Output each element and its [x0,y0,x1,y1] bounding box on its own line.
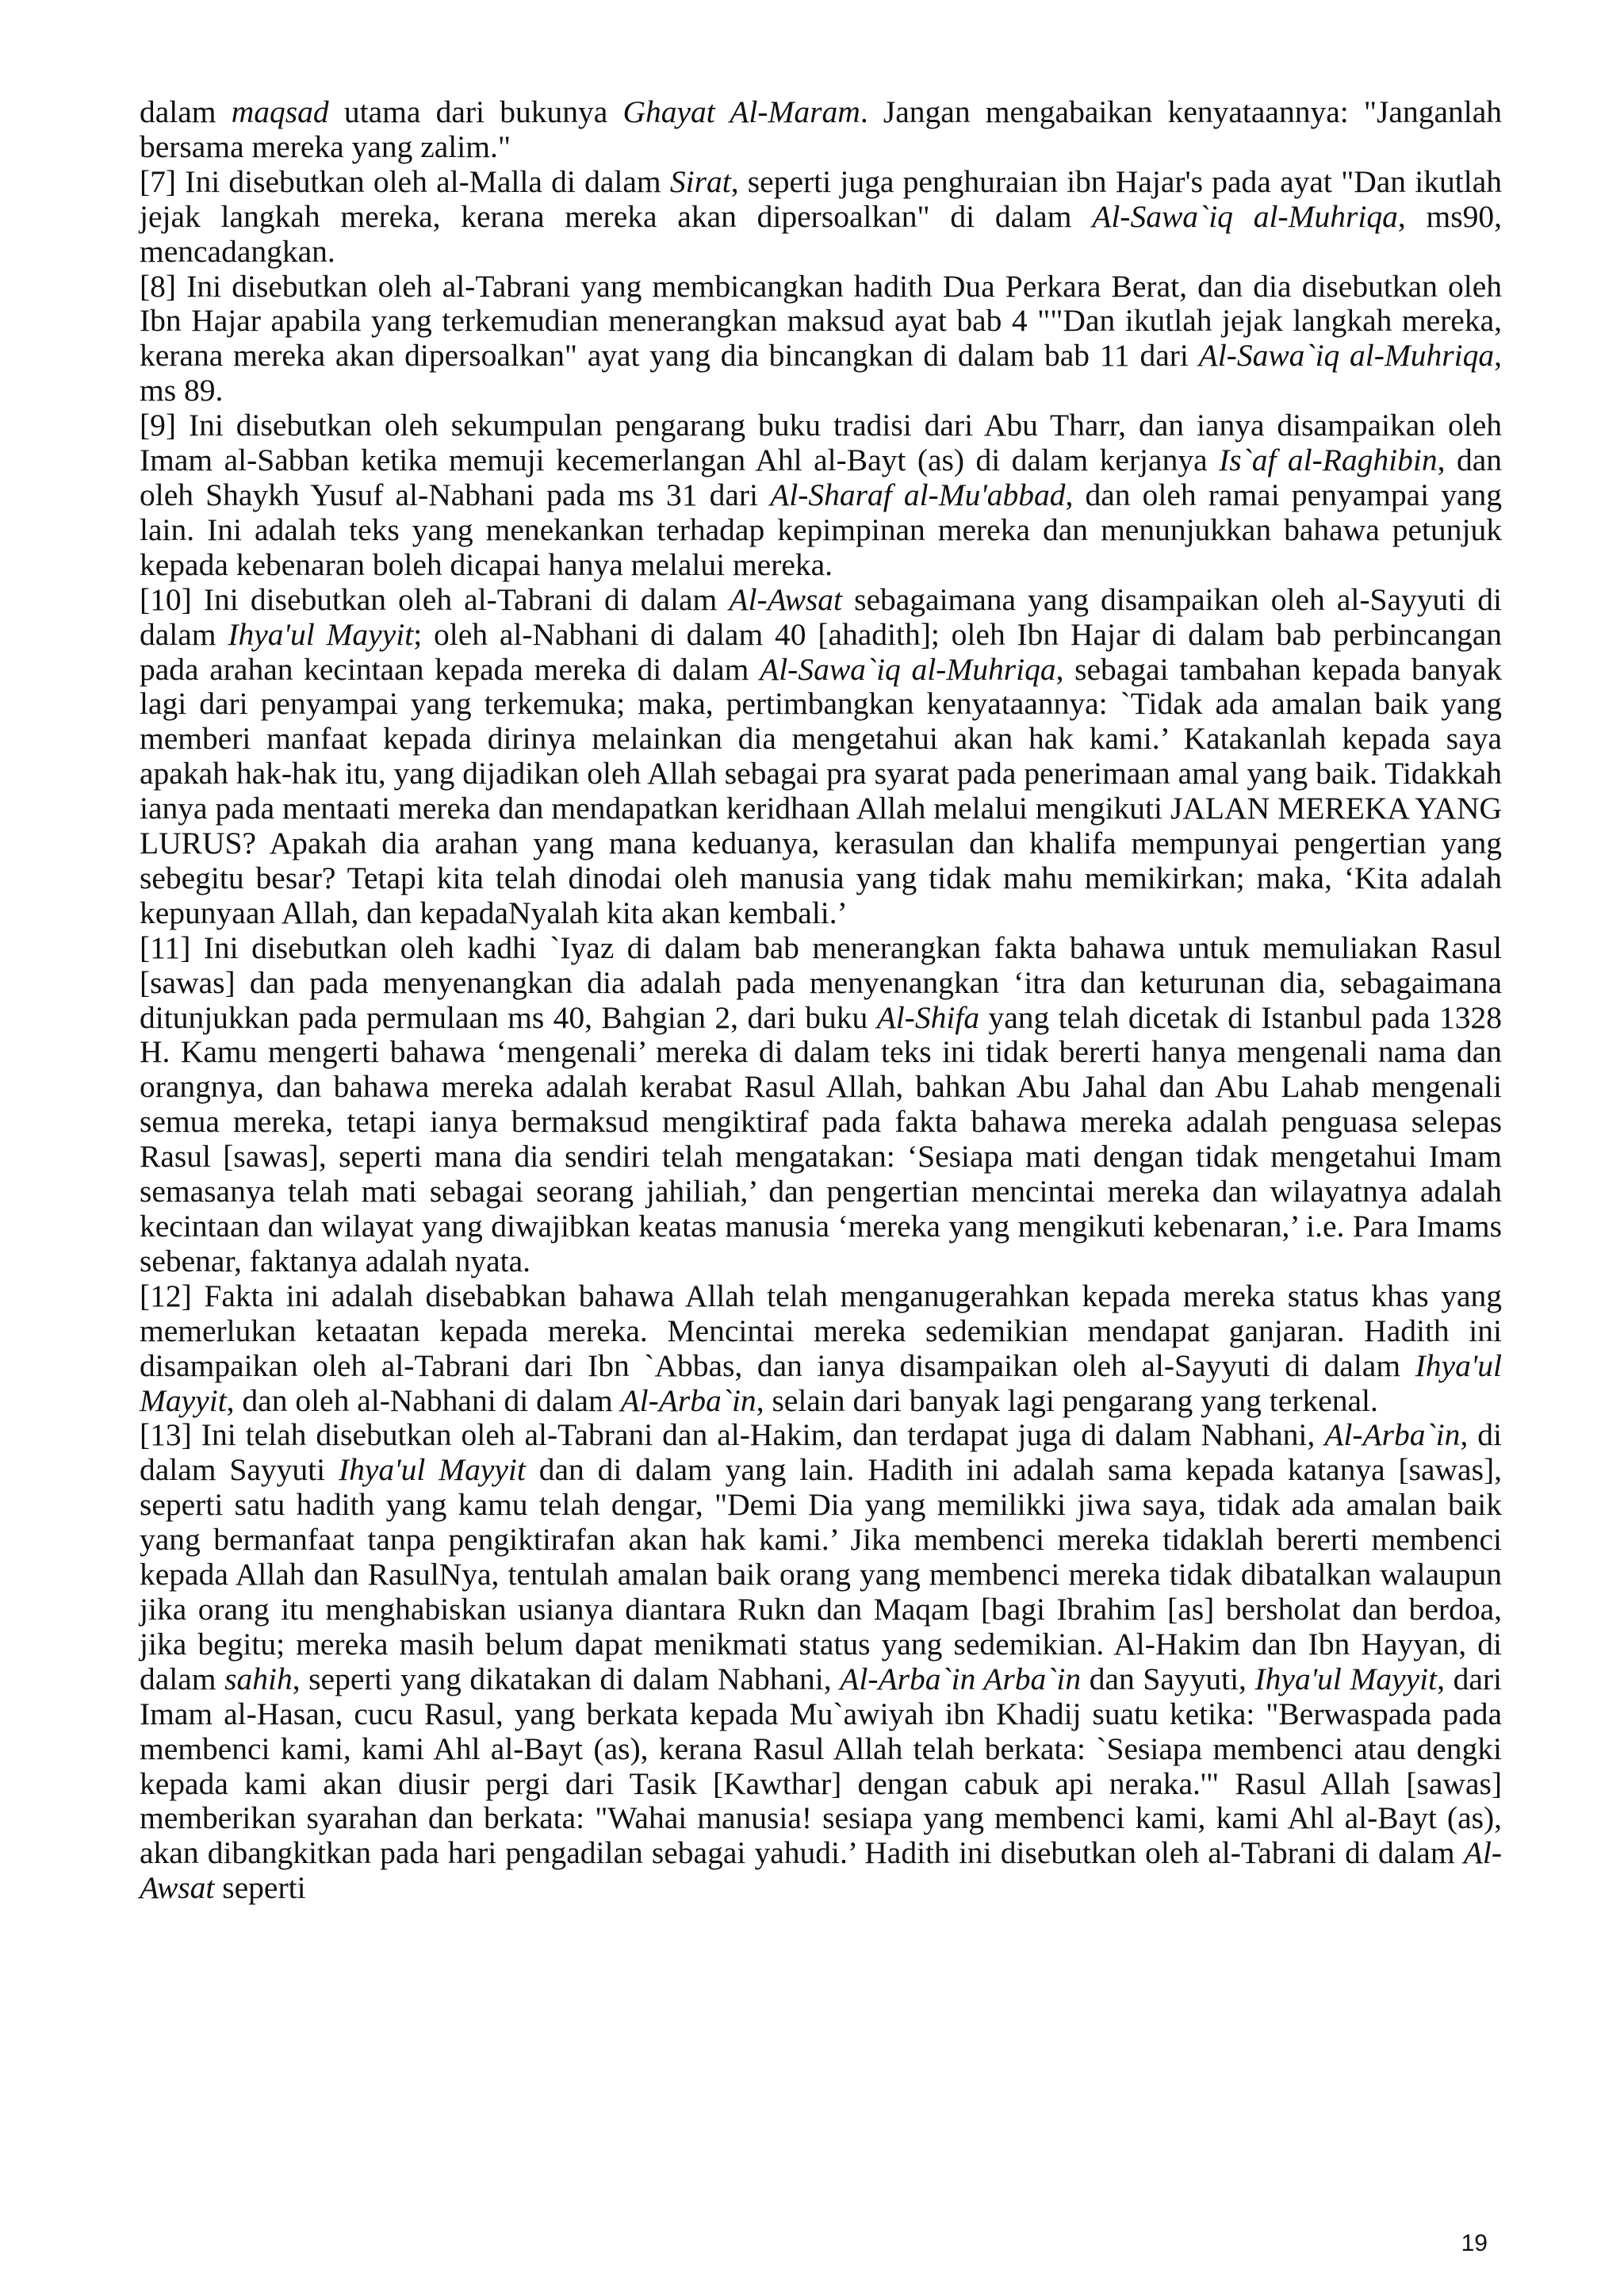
footnote-8 [140,270,1502,409]
book-title-italic: Al-Sawa`iq al-Muhriqa [760,651,1056,687]
note-text: , dan oleh al-Nabhani di dalam [226,1382,621,1418]
note-text: , seperti yang dikatakan di dalam Nabhani, [292,1661,841,1696]
note-text: [10] Ini disebutkan oleh al-Tabrani di dalam [140,581,730,617]
book-title-italic: Al-Awsat [140,1835,1502,1906]
footnote-10 [140,583,1502,931]
book-title-italic: Al-Arba`in Arba`in [840,1661,1082,1696]
note-text: [11] Ini disebutkan oleh kadhi `Iyaz di dalam bab menerangkan fakta bahawa untuk memuliakan Rasul [sawas] dan pada menyenangkan dia adalah pada menyenangkan ‘itra dan keturunan dia, sebagaimana ditunjukkan pada permulaan ms 40, Bahgian 2, dari buku [140,930,1502,1035]
note-text: dalam [140,94,232,129]
book-title-italic: Al-Arba`in [1324,1417,1461,1453]
note-text: , seperti juga penghuraian ibn Hajar's pada ayat "Dan ikutlah jejak langkah mereka, kerana mereka akan dipersoalkan" di dalam [140,163,1502,234]
book-title-italic: maqsad [231,94,329,129]
note-text: yang telah dicetak di Istanbul pada 1328 H. Kamu mengerti bahawa ‘mengenali’ mereka di dalam teks ini tidak bererti hanya mengenali nama dan orangnya, dan bahawa mereka adalah kerabat Rasul Allah, bahkan Abu Jahal dan Abu Lahab mengenali semua mereka, tetapi ianya bermaksud mengiktiraf pada fakta bahawa mereka adalah penguasa selepas Rasul [sawas], seperti mana dia sendiri telah mengatakan: ‘Sesiapa mati dengan tidak mengetahui Imam semasanya telah mati sebagai seorang jahiliah,’ dan pengertian mencintai mereka dan wilayatnya adalah kecintaan dan wilayat yang diwajibkan keatas manusia ‘mereka yang mengikuti kebenaran,’ i.e. Para Imams sebenar, faktanya adalah nyata. [140,999,1503,1278]
page-number: 19 [1461,2230,1488,2256]
note-text: seperti [214,1870,306,1906]
footnote-11 [140,931,1502,1279]
document-body [140,95,1502,1906]
book-title-italic: Ihya'ul Mayyit [140,1347,1502,1418]
book-title-italic: Ihya'ul Mayyit [228,616,414,652]
book-title-italic: Ihya'ul Mayyit [1254,1661,1438,1696]
book-title-italic: Al-Arba`in [620,1382,756,1418]
footnote-13 [140,1418,1502,1906]
note-text: [12] Fakta ini adalah disebabkan bahawa Allah telah menganugerahkan kepada mereka status khas yang memerlukan ketaatan kepada mereka. Mencintai mereka sedemikian mendapat ganjaran. Hadith ini disampaikan oleh al-Tabrani dari Ibn `Abbas, dan ianya disampaikan oleh al-Sayyuti di dalam [140,1278,1502,1383]
book-title-italic: Al-Sharaf al-Mu'abbad [770,477,1066,512]
note-text: , selain dari banyak lagi pengarang yang terkenal. [756,1382,1378,1418]
note-text: ; oleh al-Nabhani di dalam 40 [ahadith]; oleh Ibn Hajar di dalam bab perbincangan pada arahan kecintaan kepada mereka di dalam [140,616,1503,687]
footnote-12 [140,1279,1502,1419]
note-text: [9] Ini disebutkan oleh sekumpulan pengarang buku tradisi dari Abu Tharr, dan ianya disampaikan oleh Imam al-Sabban ketika memuji kecemerlangan Ahl al-Bayt (as) di dalam kerjanya [140,408,1502,478]
note-text: , ms 89. [140,338,1503,408]
book-title-italic: Al-Sawa`iq al-Muhriqa [1198,338,1495,374]
book-title-italic: sahih [224,1661,293,1696]
note-text: dan di dalam yang lain. Hadith ini adalah sama kepada katanya [sawas], seperti satu hadith yang kamu telah dengar, "Demi Dia yang memilikki jiwa saya, tidak ada amalan baik yang bermanfaat tanpa pengiktirafan akan hak kami.’ Jika membenci mereka tidaklah bererti membenci kepada Allah dan RasulNya, tentulah amalan baik orang yang membenci mereka tidak dibatalkan walaupun jika orang itu menghabiskan usianya diantara Rukn dan Maqam [bagi Ibrahim [as] bersholat dan berdoa, jika begitu; mereka masih belum dapat menikmati status yang sedemikian. Al-Hakim dan Ibn Hayyan, di dalam [140,1452,1502,1696]
book-title-italic: Al-Sawa`iq al-Muhriqa [1092,198,1398,234]
footnote-9 [140,408,1502,583]
note-text: [13] Ini telah disebutkan oleh al-Tabrani dan al-Hakim, dan terdapat juga di dalam Nabhani, [140,1417,1325,1453]
note-text: , ms90, mencadangkan. [140,198,1502,269]
book-title-italic: Al-Awsat [729,581,843,617]
book-title-italic: Ihya'ul Mayyit [338,1452,526,1488]
note-text: . Jangan mengabaikan kenyataannya: "Janganlah bersama mereka yang zalim." [140,94,1502,164]
book-title-italic: Is`af al-Raghibin [1219,443,1438,478]
note-text: , dan oleh ramai penyampai yang lain. Ini adalah teks yang menekankan terhadap kepimpinan mereka dan menunjukkan bahawa petunjuk kepada kebenaran boleh dicapai hanya melalui mereka. [140,477,1502,582]
book-title-italic: Al-Shifa [876,999,980,1035]
note-text: [7] Ini disebutkan oleh al-Malla di dalam [140,163,670,199]
note-text: , dan oleh Shaykh Yusuf al-Nabhani pada ms 31 dari [140,443,1502,512]
note-text: [8] Ini disebutkan oleh al-Tabrani yang membicangkan hadith Dua Perkara Berat, dan dia disebutkan oleh Ibn Hajar apabila yang terkemudian menerangkan maksud ayat bab 4 ""Dan ikutlah jejak langkah mereka, kerana mereka akan dipersoalkan" ayat yang dia bincangkan di dalam bab 11 dari [140,268,1502,374]
book-title-italic: Sirat [669,163,731,199]
note-text: , sebagai tambahan kepada banyak lagi dari penyampai yang terkemuka; maka, pertimbangkan kenyataannya: `Tidak ada amalan baik yang memberi manfaat kepada dirinya melainkan dia mengetahui akan hak kami.’ Katakanlah kepada saya apakah hak-hak itu, yang dijadikan oleh Allah sebagai pra syarat pada penerimaan amal yang baik. Tidakkah ianya pada mentaati mereka dan mendapatkan keridhaan Allah melalui mengikuti JALAN MEREKA YANG LURUS? Apakah dia arahan yang mana keduanya, kerasulan dan khalifa mempunyai pengertian yang sebegitu besar? Tetapi kita telah dinodai oleh manusia yang tidak mahu memikirkan; maka, ‘Kita adalah kepunyaan Allah, dan kepadaNyalah kita akan kembali.’ [140,651,1503,930]
note-text: sebagaimana yang disampaikan oleh al-Sayyuti di dalam [140,581,1502,652]
book-title-italic: Ghayat Al-Maram [622,94,860,129]
note-text: dan Sayyuti, [1081,1661,1255,1696]
footnote-continuation [140,95,1502,165]
note-text: utama dari bukunya [328,94,623,129]
footnote-7 [140,165,1502,270]
note-text: , di dalam Sayyuti [140,1417,1502,1488]
note-text: , dari Imam al-Hasan, cucu Rasul, yang berkata kepada Mu`awiyah ibn Khadij suatu ketika: "Berwaspada pada membenci kami, kami Ahl al-Bayt (as), kerana Rasul Allah telah berkata: `Sesiapa membenci atau dengki kepada kami akan diusir pergi dari Tasik [Kawthar] dengan cabuk api neraka.'" Rasul Allah [sawas] memberikan syarahan dan berkata: "Wahai manusia! sesiapa yang membenci kami, kami Ahl al-Bayt (as), akan dibangkitkan pada hari pengadilan sebagai yahudi.’ Hadith ini disebutkan oleh al-Tabrani di dalam [140,1661,1503,1871]
